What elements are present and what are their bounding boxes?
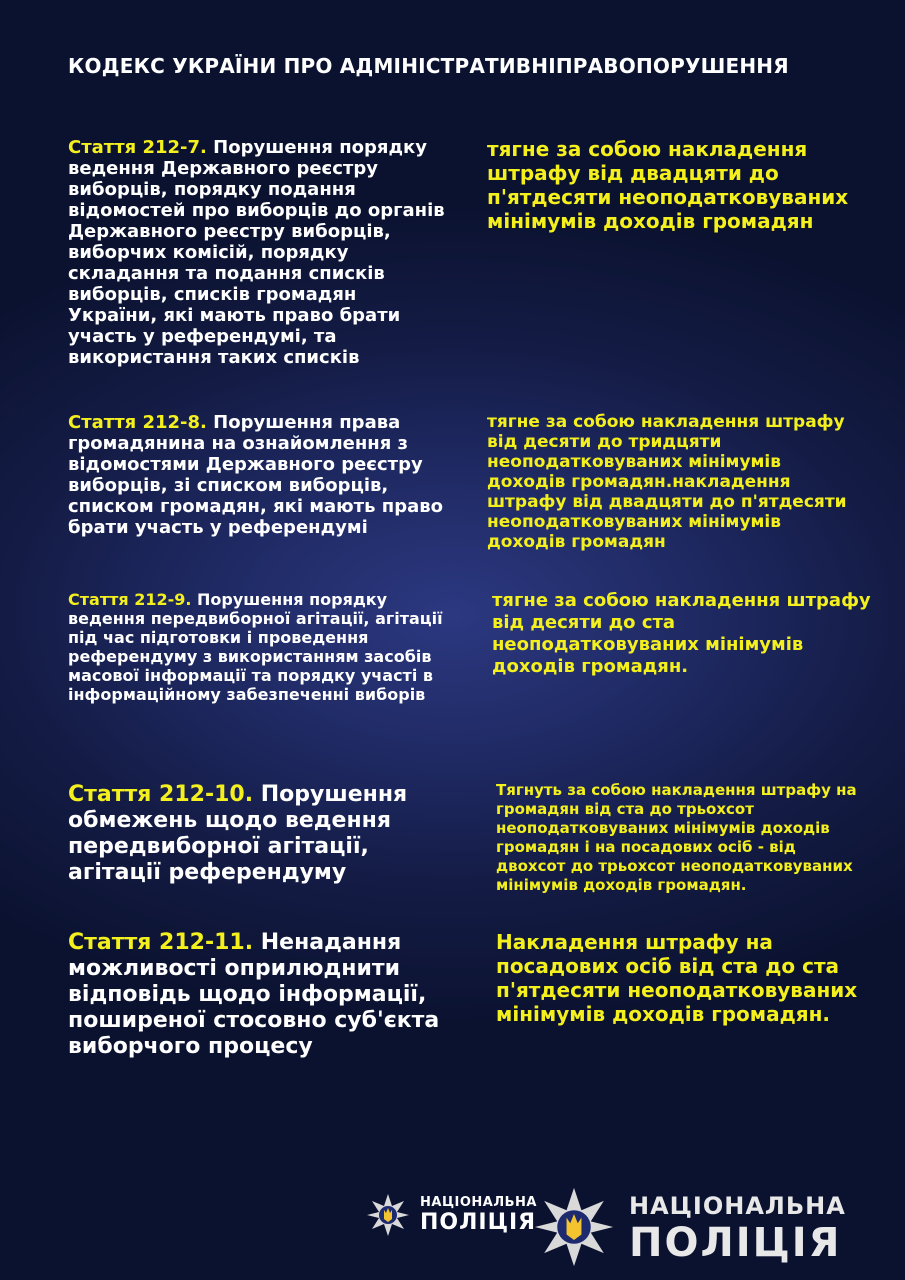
police-logo-large xyxy=(533,1186,873,1272)
article-number: Стаття 212-10. xyxy=(68,782,254,807)
article-212-10-penalty: Тягнуть за собою накладення штрафу на громадян від ста до трьохсот неоподатковуваних мінімумів доходів громадян і на посадових осіб - від двохсот до трьохсот неоподатковуваних мінімумів доходів громадян. xyxy=(496,781,857,894)
article-212-11-text xyxy=(68,930,453,1060)
article-212-8-penalty: тягне за собою накладення штрафу від десяти до тридцяти неоподатковуваних мінімумів доходів громадян.накладення штрафу від двадцяти до п'ятдесяти неоподатковуваних мінімумів доходів громадян xyxy=(487,412,847,552)
article-212-11-penalty: Накладення штрафу на посадових осіб від ста до ста п'ятдесяти неоподатковуваних мінімумів доходів громадян. xyxy=(496,930,858,1026)
article-212-9-text xyxy=(68,590,453,704)
logo-large-line1: НАЦІОНАЛЬНА xyxy=(629,1192,846,1220)
article-description: Порушення порядку ведення Державного реєстру виборців, порядку подання відомостей про виборців до органів Державного реєстру виборців, виборчих комісій, порядку складання та подання списків виборців, списків громадян України, які мають право брати участь у референдумі, та використання таких списків xyxy=(68,137,445,368)
article-212-9-penalty: тягне за собою накладення штрафу від десяти до ста неоподатковуваних мінімумів доходів громадян. xyxy=(492,590,871,677)
article-number: Стаття 212-9. xyxy=(68,590,192,609)
logo-large-line2: ПОЛІЦІЯ xyxy=(629,1220,842,1266)
article-number: Стаття 212-8. xyxy=(68,412,207,433)
article-description: Порушення порядку ведення передвиборної агітації, агітації під час підготовки і проведення референдуму з використанням засобів масової інформації та порядку участі в інформаційному забезпеченні виборів xyxy=(68,590,443,704)
article-description: Ненадання можливості оприлюднити відповідь щодо інформації, поширеної стосовно суб'єкта виборчого процесу xyxy=(68,930,440,1059)
police-logo-small xyxy=(366,1192,556,1238)
page-title: КОДЕКС УКРАЇНИ ПРО АДМІНІСТРАТИВНІПРАВОПОРУШЕННЯ xyxy=(68,54,789,78)
article-number: Стаття 212-11. xyxy=(68,930,254,955)
article-212-8-text xyxy=(68,412,448,538)
police-star-icon xyxy=(366,1193,410,1237)
article-212-10-text xyxy=(68,782,448,886)
article-212-7-text xyxy=(68,137,448,368)
article-description: Порушення обмежень щодо ведення передвиборної агітації, агітації референдуму xyxy=(68,782,408,885)
article-description: Порушення права громадянина на ознайомлення з відомостями Державного реєстру виборців, зі списком виборців, списком громадян, які мають право брати участь у референдумі xyxy=(68,412,443,538)
police-star-icon xyxy=(533,1186,615,1268)
logo-small-line1: НАЦІОНАЛЬНА xyxy=(420,1195,537,1210)
logo-small-line2: ПОЛІЦІЯ xyxy=(420,1210,537,1235)
article-number: Стаття 212-7. xyxy=(68,137,207,158)
article-212-7-penalty: тягне за собою накладення штрафу від двадцяти до п'ятдесяти неоподатковуваних мінімумів доходів громадян xyxy=(487,137,849,233)
